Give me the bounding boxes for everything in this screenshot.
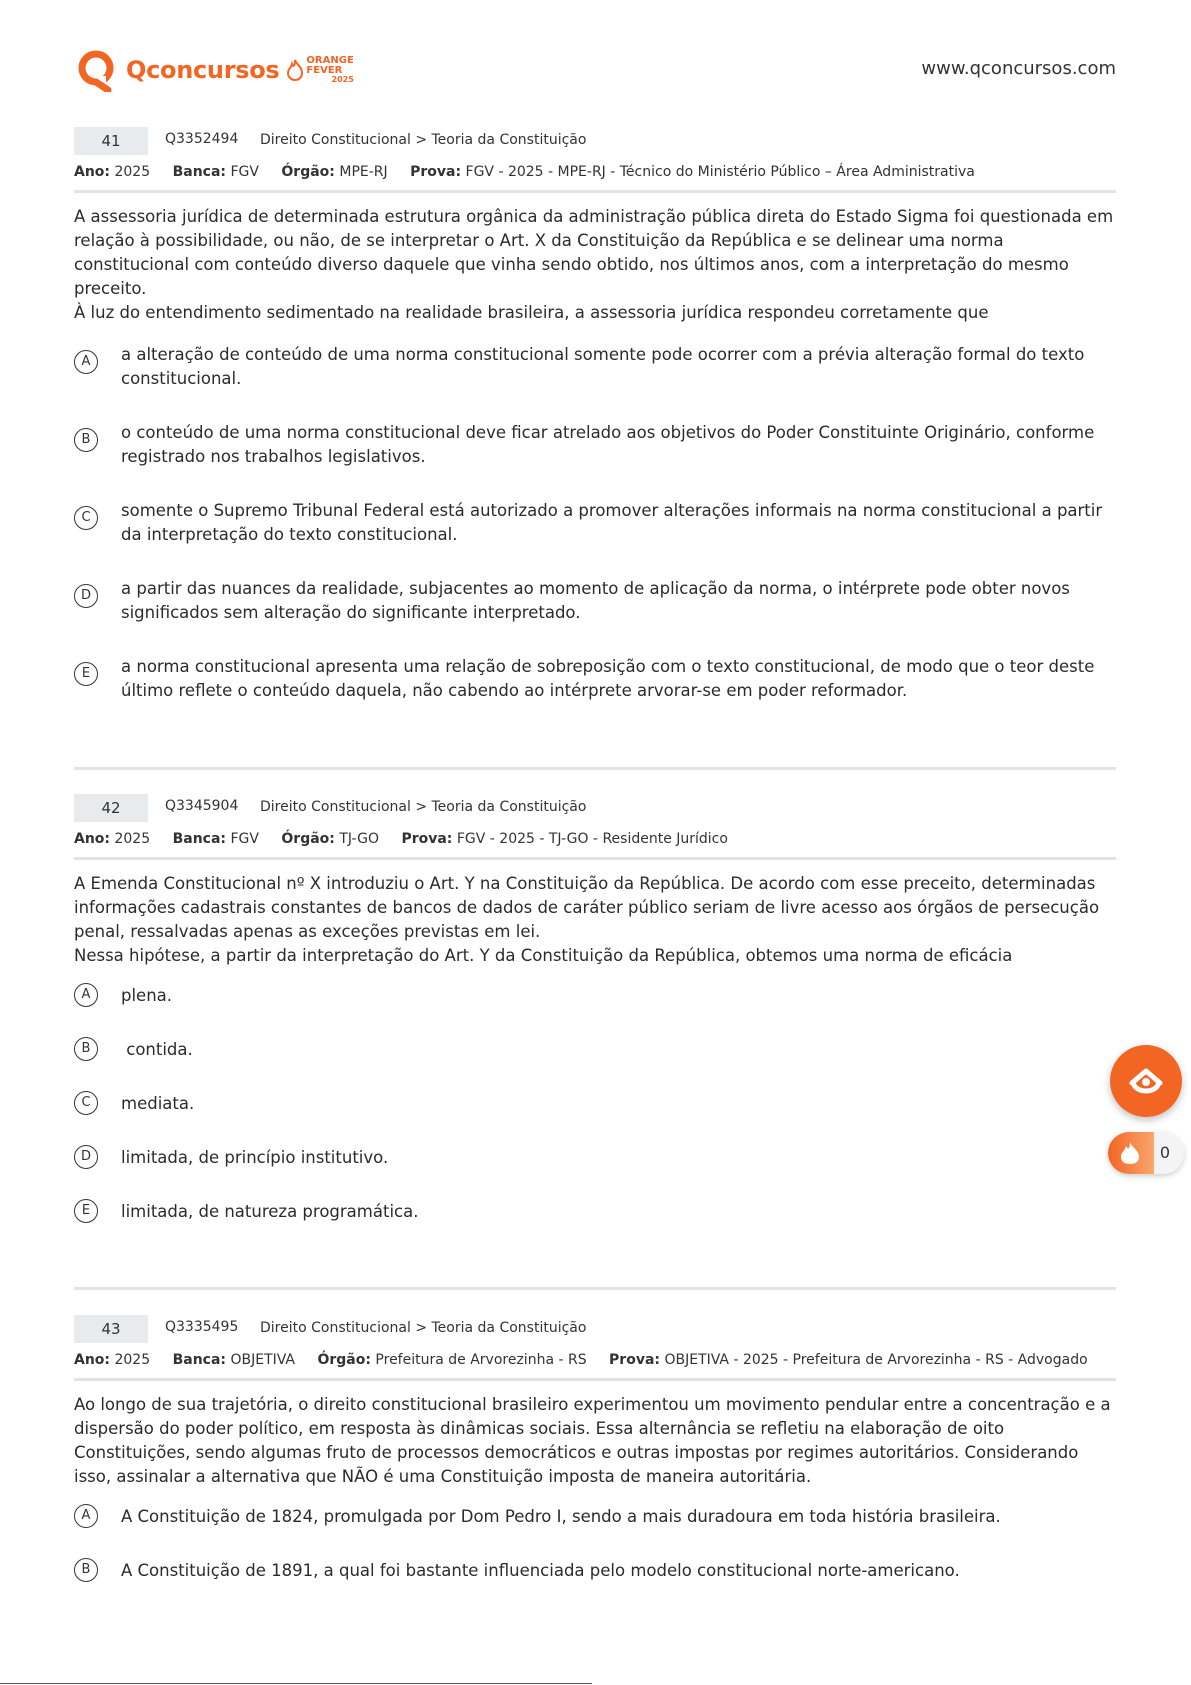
option-letter[interactable]: C [74,506,98,530]
qconcursos-logo-icon [74,48,118,92]
option-b[interactable] [74,1559,1116,1583]
orange-fever-badge [287,56,353,84]
option-text: contida. [121,1040,193,1059]
option-text: plena. [121,986,173,1005]
option-letter[interactable]: E [74,1199,98,1223]
prova-value: FGV - 2025 - TJ-GO - Residente Jurídico [456,831,728,847]
option-e[interactable] [74,655,1116,703]
question-header [74,127,1116,157]
option-letter[interactable]: D [74,1145,98,1169]
option-text: A Constituição de 1824, promulgada por Dom Pedro I, sendo a mais duradoura em toda história brasileira. [121,1507,1001,1526]
option-c[interactable] [74,1092,1116,1116]
statement-paragraph: Ao longo de sua trajetória, o direito constitucional brasileiro experimentou um movimento pendular entre a concentração e a dispersão do poder político, em resposta às dinâmicas sociais. Essa alternância se refletiu na elaboração de oito Constituições, sendo algumas fruto de processos democráticos e outras impostas por regimes autoritários. Considerando isso, assinalar a alternativa que NÃO é uma Constituição imposta de maneira autoritária. [74,1395,1111,1486]
option-letter[interactable]: D [74,584,98,608]
option-e[interactable] [74,1200,1116,1224]
option-letter[interactable]: A [74,350,98,374]
banca-label: Banca: [172,164,227,180]
study-assistant-button[interactable] [1110,1045,1182,1117]
meta-divider [74,1378,1116,1381]
options-list [74,984,1116,1224]
question-subject: Direito Constitucional > Teoria da Constituição [260,132,587,148]
question-id[interactable]: Q3345904 [165,798,239,814]
option-text: o conteúdo de uma norma constitucional deve ficar atrelado aos objetivos do Poder Constituinte Originário, conforme registrado nos trabalhos legislativos. [121,423,1095,466]
option-c[interactable] [74,499,1116,547]
question-statement [74,1393,1116,1489]
question-divider [74,1287,1116,1290]
page-bottom-line [0,1683,592,1684]
option-text: a partir das nuances da realidade, subjacentes ao momento de aplicação da norma, o intérprete pode obter novos significados sem alteração do significante interpretado. [121,579,1070,622]
option-text: limitada, de natureza programática. [121,1202,419,1221]
orgao-value: TJ-GO [339,831,379,847]
qconcursos-logo[interactable] [74,48,354,92]
question-meta [74,1345,1116,1376]
question-id[interactable]: Q3335495 [165,1319,239,1335]
question-meta [74,824,1116,855]
question-divider [74,767,1116,770]
orgao-label: Órgão: [281,164,335,180]
banca-label: Banca: [172,831,227,847]
question-card [74,127,1116,733]
statement-paragraph: A Emenda Constitucional nº X introduziu o Art. Y na Constituição da República. De acordo com esse preceito, determinadas informações cadastrais constantes de bancos de dados de caráter público seriam de livre acesso aos órgãos de persecução penal, ressalvadas apenas as exceções previstas em lei. [74,874,1100,941]
statement-paragraph: A assessoria jurídica de determinada estrutura orgânica da administração pública direta do Estado Sigma foi questionada em relação à possibilidade, ou não, de se interpretar o Art. X da Constituição da República e se delinear uma norma constitucional com conteúdo diverso daquele que vinha sendo obtido, nos últimos anos, com a interpretação do mesmo preceito. [74,207,1114,298]
flame-icon [1120,1141,1140,1165]
option-d[interactable] [74,1146,1116,1170]
streak-count: 0 [1159,1143,1170,1162]
question-subject: Direito Constitucional > Teoria da Constituição [260,799,587,815]
options-list [74,343,1116,703]
ano-label: Ano: [74,164,111,180]
campaign-line1: ORANGE [306,55,354,66]
banca-label: Banca: [172,1352,227,1368]
question-number: 42 [74,794,148,822]
question-number: 41 [74,127,148,155]
ano-label: Ano: [74,831,111,847]
ano-value: 2025 [114,1352,151,1368]
question-id[interactable]: Q3352494 [165,131,239,147]
option-b[interactable] [74,421,1116,469]
option-text: somente o Supremo Tribunal Federal está autorizado a promover alterações informais na norma constitucional a partir da interpretação do texto constitucional. [121,501,1103,544]
meta-divider [74,190,1116,193]
option-letter[interactable]: B [74,1558,98,1582]
streak-counter[interactable] [1108,1132,1184,1174]
question-card [74,794,1116,1254]
prova-label: Prova: [609,1352,661,1368]
ano-value: 2025 [114,164,151,180]
campaign-year: 2025 [331,75,354,84]
flame-icon [287,59,303,81]
option-letter[interactable]: B [74,1037,98,1061]
prova-label: Prova: [410,164,462,180]
prova-label: Prova: [401,831,453,847]
banca-value: FGV [230,164,259,180]
option-letter[interactable]: A [74,1504,98,1528]
option-letter[interactable]: A [74,983,98,1007]
orgao-label: Órgão: [281,831,335,847]
page-header [74,48,1116,98]
question-card [74,1315,1116,1613]
orgao-value: MPE-RJ [339,164,388,180]
orgao-value: Prefeitura de Arvorezinha - RS [375,1352,587,1368]
question-statement [74,872,1116,968]
question-meta [74,157,1116,188]
option-text: mediata. [121,1094,195,1113]
orgao-label: Órgão: [317,1352,371,1368]
study-assistant-icon [1110,1045,1182,1117]
question-statement [74,205,1116,325]
question-header [74,1315,1116,1345]
option-b[interactable] [74,1038,1116,1062]
prova-value: OBJETIVA - 2025 - Prefeitura de Arvorezinha - RS - Advogado [664,1352,1088,1368]
statement-paragraph: À luz do entendimento sedimentado na realidade brasileira, a assessoria jurídica respondeu corretamente que [74,303,989,322]
banca-value: FGV [230,831,259,847]
option-letter[interactable]: E [74,662,98,686]
option-d[interactable] [74,577,1116,625]
statement-paragraph: Nessa hipótese, a partir da interpretação do Art. Y da Constituição da República, obtemos uma norma de eficácia [74,946,1013,965]
option-letter[interactable]: C [74,1091,98,1115]
option-letter[interactable]: B [74,428,98,452]
option-text: a norma constitucional apresenta uma relação de sobreposição com o texto constitucional, de modo que o teor deste último reflete o conteúdo daquela, não cabendo ao intérprete arvorar-se em poder reformador. [121,657,1095,700]
brand-name: Qconcursos [126,56,280,84]
question-number: 43 [74,1315,148,1343]
banca-value: OBJETIVA [230,1352,296,1368]
option-a[interactable] [74,1505,1116,1529]
options-list [74,1505,1116,1583]
question-subject: Direito Constitucional > Teoria da Constituição [260,1320,587,1336]
option-text: a alteração de conteúdo de uma norma constitucional somente pode ocorrer com a prévia alteração formal do texto constitucional. [121,345,1085,388]
ano-label: Ano: [74,1352,111,1368]
prova-value: FGV - 2025 - MPE-RJ - Técnico do Ministério Público – Área Administrativa [465,164,975,180]
ano-value: 2025 [114,831,151,847]
campaign-line2: FEVER [306,65,343,76]
meta-divider [74,857,1116,860]
site-url[interactable]: www.qconcursos.com [921,58,1116,79]
option-text: A Constituição de 1891, a qual foi bastante influenciada pelo modelo constitucional norte-americano. [121,1561,960,1580]
option-text: limitada, de princípio institutivo. [121,1148,389,1167]
option-a[interactable] [74,343,1116,391]
question-header [74,794,1116,824]
option-a[interactable] [74,984,1116,1008]
